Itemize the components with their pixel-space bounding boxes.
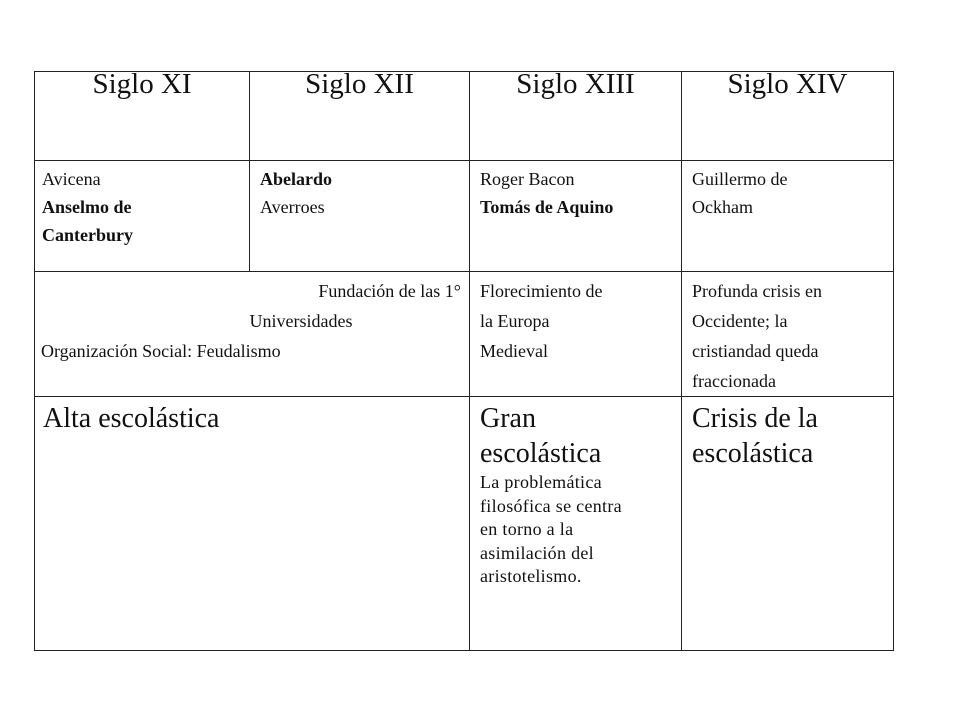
header-label: Siglo XI — [92, 68, 192, 100]
philosopher-name: Avicena — [42, 169, 101, 189]
context-text: fraccionada — [692, 371, 776, 391]
period-title: Crisis de la — [692, 403, 818, 434]
philosophers-cell-xiv — [682, 161, 894, 272]
philosopher-name: Canterbury — [42, 225, 133, 245]
context-text: la Europa — [480, 311, 550, 331]
philosopher-name: Ockham — [692, 197, 753, 217]
period-title: escolástica — [480, 438, 602, 469]
context-text: cristiandad queda — [692, 341, 819, 361]
period-cell-crisis — [682, 397, 894, 651]
header-label: Siglo XII — [305, 68, 414, 100]
philosopher-name: Averroes — [260, 197, 325, 217]
context-cell-xiii — [470, 272, 682, 397]
context-cell-xiv — [682, 272, 894, 397]
period-title: Alta escolástica — [43, 403, 220, 434]
period-description: asimilación del — [480, 542, 594, 563]
scholasticism-table — [34, 68, 894, 651]
context-text: Florecimiento de — [480, 281, 603, 301]
header-cell-siglo-xiv — [682, 68, 894, 161]
context-text: Fundación de las 1° — [318, 281, 461, 301]
context-row — [35, 272, 894, 397]
philosopher-name: Anselmo de — [42, 197, 132, 217]
header-cell-siglo-xii — [250, 68, 470, 161]
context-cell-xi-xii — [35, 272, 470, 397]
philosophers-row — [35, 161, 894, 272]
header-cell-siglo-xi — [35, 68, 250, 161]
context-text: Organización Social: Feudalismo — [41, 341, 281, 361]
philosopher-name: Abelardo — [260, 169, 332, 189]
philosopher-name: Roger Bacon — [480, 169, 575, 189]
context-text: Occidente; la — [692, 311, 788, 331]
philosophers-cell-xii — [250, 161, 470, 272]
context-text: Medieval — [480, 341, 548, 361]
period-row — [35, 397, 894, 651]
period-title: Gran — [480, 403, 536, 434]
century-header-row — [35, 72, 894, 161]
header-label: Siglo XIII — [516, 68, 635, 100]
context-text: Universidades — [249, 311, 353, 331]
period-cell-alta — [35, 397, 470, 651]
period-description: aristotelismo. — [480, 566, 582, 586]
period-description: filosófica se centra — [480, 495, 622, 516]
philosophers-cell-xiii — [470, 161, 682, 272]
context-text: Profunda crisis en — [692, 281, 822, 301]
philosophers-cell-xi — [35, 161, 250, 272]
philosopher-name: Guillermo de — [692, 169, 788, 189]
header-label: Siglo XIV — [727, 68, 848, 100]
header-cell-siglo-xiii — [470, 68, 682, 161]
period-cell-gran — [470, 397, 682, 651]
period-description: La problemática — [480, 472, 602, 492]
philosopher-name: Tomás de Aquino — [480, 197, 614, 217]
period-description: en torno a la — [480, 519, 574, 539]
period-title: escolástica — [692, 438, 814, 469]
